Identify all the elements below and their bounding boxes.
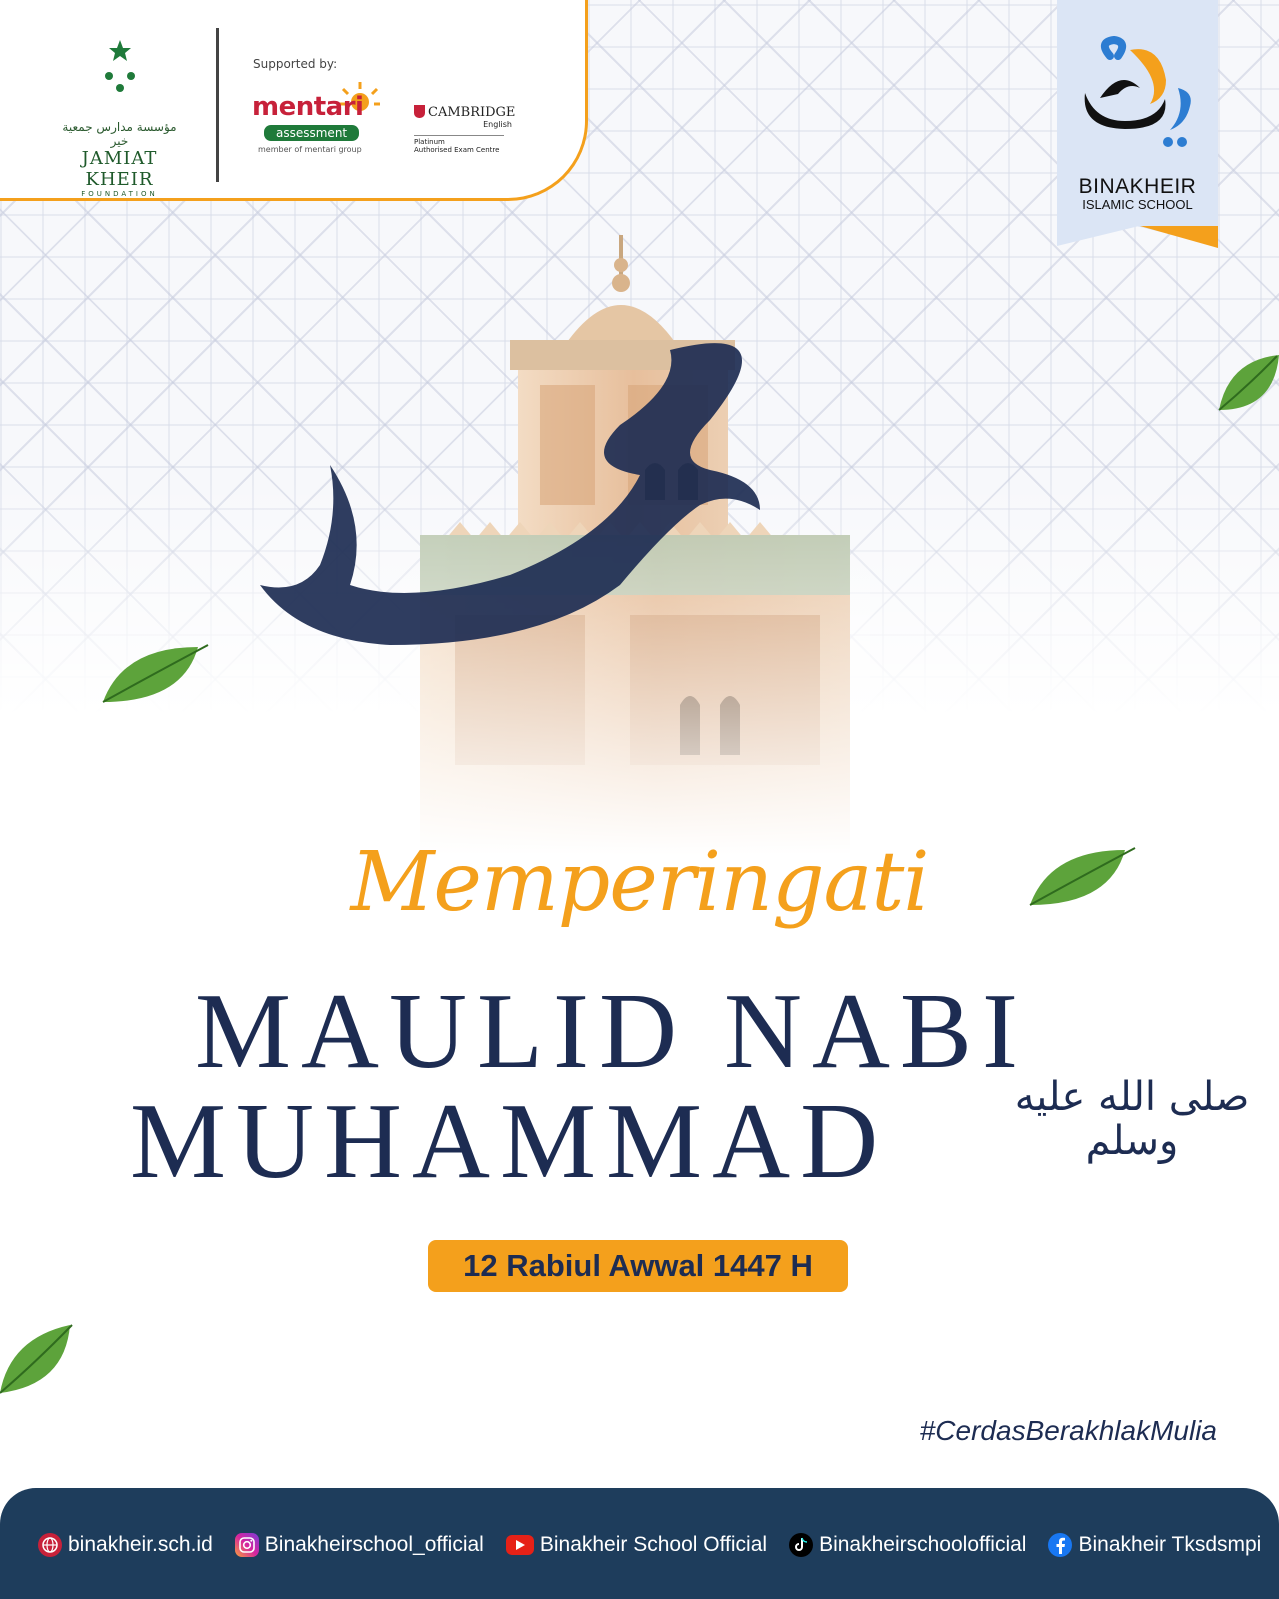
cambridge-exam-centre: Authorised Exam Centre xyxy=(414,146,500,154)
header-divider xyxy=(216,28,219,182)
jamiat-kheir-logo xyxy=(52,38,187,198)
cambridge-english: English xyxy=(483,120,512,129)
school-name-line1: BINAKHEIR xyxy=(1078,175,1197,198)
social-instagram-label: Binakheirschool_official xyxy=(264,1533,484,1556)
facebook-icon xyxy=(1048,1533,1072,1557)
social-youtube[interactable] xyxy=(506,1533,767,1557)
mentari-wordmark: mentari xyxy=(252,92,364,122)
foundation-arabic-name: مؤسسة مدارس جمعية خير xyxy=(62,120,177,148)
social-tiktok-label: Binakheirschoolofficial xyxy=(819,1533,1027,1556)
mentari-logo xyxy=(252,92,363,154)
cambridge-wordmark xyxy=(414,105,524,120)
tiktok-icon xyxy=(789,1533,813,1557)
instagram-icon xyxy=(235,1533,259,1557)
school-name xyxy=(1057,175,1218,212)
mentari-assessment-badge: assessment xyxy=(264,125,359,141)
date-badge: 12 Rabiul Awwal 1447 H xyxy=(428,1240,848,1292)
leaf-icon xyxy=(0,1318,74,1398)
social-instagram[interactable] xyxy=(235,1533,484,1557)
muhammad-calligraphy xyxy=(240,330,960,710)
cambridge-platinum xyxy=(414,135,504,154)
leaf-icon xyxy=(98,640,213,710)
foundation-name: JAMIAT KHEIR xyxy=(81,148,158,190)
school-name-line2: ISLAMIC SCHOOL xyxy=(1082,197,1193,212)
salawat-calligraphy: صلى الله عليه وسلم xyxy=(1014,1074,1250,1164)
cambridge-logo xyxy=(414,105,524,154)
foundation-subtitle: FOUNDATION xyxy=(81,190,158,198)
cambridge-name: CAMBRIDGE xyxy=(428,105,516,120)
social-website-label: binakheir.sch.id xyxy=(68,1533,213,1556)
social-website[interactable] xyxy=(38,1533,213,1557)
cambridge-shield-icon xyxy=(414,105,425,118)
supported-by-label: Supported by: xyxy=(253,57,338,71)
leaf-icon xyxy=(1215,350,1279,420)
social-facebook[interactable] xyxy=(1048,1533,1261,1557)
social-youtube-label: Binakheir School Official xyxy=(539,1533,768,1556)
pre-title: Memperingati xyxy=(350,835,929,930)
cambridge-platinum-label: Platinum xyxy=(414,138,445,146)
mentari-member-text: member of mentari group xyxy=(258,145,362,154)
social-facebook-label: Binakheir Tksdsmpi xyxy=(1078,1533,1262,1556)
binakheir-logo-icon xyxy=(1070,38,1205,158)
youtube-icon xyxy=(506,1535,534,1555)
social-links xyxy=(38,1533,1262,1557)
hashtag: #CerdasBerakhlakMulia xyxy=(919,1415,1217,1446)
social-tiktok[interactable] xyxy=(789,1533,1026,1557)
globe-icon xyxy=(38,1533,62,1557)
title-line-2: MUHAMMAD xyxy=(130,1082,889,1201)
crescent-star-icon xyxy=(85,38,155,116)
title-line-1: MAULID NABI xyxy=(195,972,1028,1091)
